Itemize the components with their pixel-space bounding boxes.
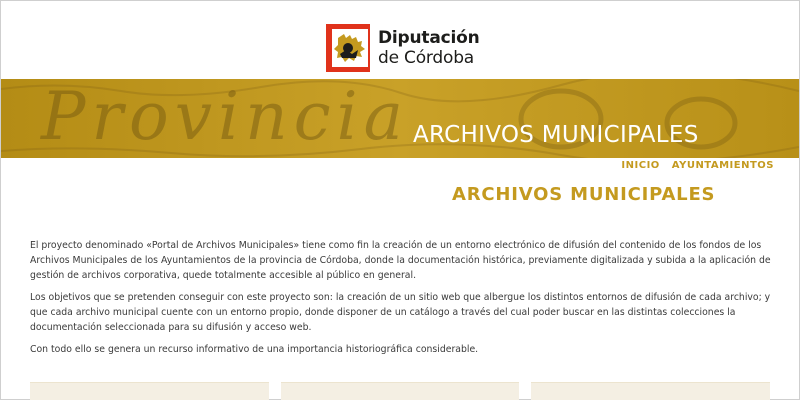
- banner-decoration-text: Provincia: [41, 79, 410, 155]
- card[interactable]: [30, 382, 269, 400]
- paragraph-3: Con todo ello se genera un recurso informativo de una importancia historiográfica considerable.: [30, 344, 479, 355]
- logo-line-2: de Córdoba: [378, 47, 475, 68]
- nav-inicio[interactable]: INICIO: [621, 160, 660, 171]
- diputacion-logo[interactable]: [326, 24, 480, 72]
- page-title: ARCHIVOS MUNICIPALES: [452, 184, 716, 205]
- card-row: [30, 382, 770, 400]
- logo-line-1: Diputación: [378, 27, 480, 48]
- paragraph-2: Los objetivos que se pretenden conseguir con este proyecto son: la creación de un sitio web que albergue los distintos entornos de difusión de cada archivo; y que cada archivo municipal cuente con un entorno propio, donde disponer de un catálogo a través del cual poder buscar en las distintas colecciones la documentación seleccionada para su difusión y acceso web.: [30, 292, 771, 333]
- nav-ayuntamientos[interactable]: AYUNTAMIENTOS: [671, 160, 774, 171]
- intro-text: [30, 238, 775, 364]
- paragraph-1: El proyecto denominado «Portal de Archivos Municipales» tiene como fin la creación de un entorno electrónico de difusión del contenido de los fondos de los Archivos Municipales de los Ayuntamientos de la provincia de Córdoba, donde la documentación histórica, previamente digitalizada y subida a la aplicación de gestión de archivos corporativa, quede totalmente accesible al público en general.: [30, 240, 771, 281]
- card[interactable]: [531, 382, 770, 400]
- card[interactable]: [281, 382, 520, 400]
- banner-title: ARCHIVOS MUNICIPALES: [413, 122, 699, 148]
- main-nav: [621, 160, 774, 171]
- diputacion-emblem-icon: [326, 24, 370, 72]
